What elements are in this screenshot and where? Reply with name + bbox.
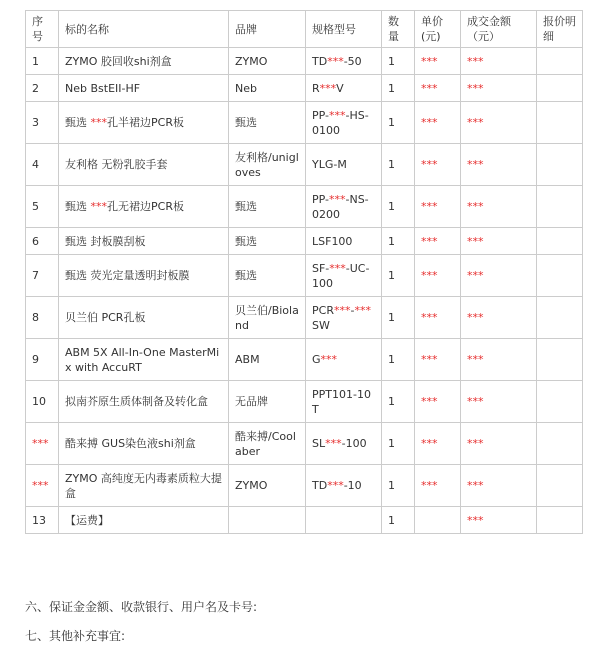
- redacted-text: ***: [421, 158, 438, 171]
- cell-qty: [382, 144, 415, 186]
- cell-text: ABM: [235, 353, 260, 366]
- cell-qty: [382, 423, 415, 465]
- cell-text: G: [312, 353, 321, 366]
- redacted-text: ***: [467, 353, 484, 366]
- redacted-text: ***: [319, 81, 337, 95]
- cell-text: 酷来搏/Coolaber: [235, 429, 296, 458]
- cell-brand: [229, 507, 306, 534]
- redacted-text: ***: [467, 479, 484, 492]
- cell-unit-price: [415, 339, 461, 381]
- cell-total: [461, 423, 537, 465]
- cell-unit-price: [415, 186, 461, 228]
- redacted-text: ***: [329, 261, 346, 275]
- redacted-text: ***: [325, 437, 342, 450]
- cell-text: 孔无裙边PCR板: [107, 200, 184, 213]
- cell-unit-price: [415, 48, 461, 75]
- cell-total: [461, 144, 537, 186]
- table-body: [26, 48, 583, 534]
- cell-qty: [382, 465, 415, 507]
- cell-spec: [306, 228, 382, 255]
- cell-brand: [229, 48, 306, 75]
- cell-spec: [306, 102, 382, 144]
- cell-text: SL: [312, 437, 326, 450]
- cell-seq: [26, 75, 59, 102]
- cell-unit-price: [415, 297, 461, 339]
- redacted-text: ***: [421, 234, 438, 248]
- cell-text: ZYMO 胶回收shi剂盒: [65, 54, 172, 68]
- cell-text: 甄选: [65, 116, 91, 129]
- cell-text: 1: [388, 353, 395, 366]
- redacted-text: ***: [467, 54, 484, 68]
- cell-text: 13: [32, 513, 46, 527]
- table-row: [26, 507, 583, 534]
- cell-seq: [26, 339, 59, 381]
- cell-text: 1: [388, 513, 395, 527]
- table-row: [26, 255, 583, 297]
- cell-seq: [26, 507, 59, 534]
- cell-text: 1: [32, 54, 39, 68]
- cell-text: ZYMO: [235, 479, 268, 492]
- cell-text: 6: [32, 234, 39, 248]
- cell-text: 1: [388, 158, 395, 171]
- cell-text: 4: [32, 158, 39, 171]
- cell-text: 拟南芥原生质体制备及转化盒: [65, 395, 208, 408]
- header-deal-amount: 成交金额（元）: [461, 11, 537, 48]
- redacted-text: ***: [421, 479, 438, 492]
- cell-brand: [229, 255, 306, 297]
- cell-spec: [306, 423, 382, 465]
- cell-name: [59, 144, 229, 186]
- cell-text: 甄选: [235, 269, 257, 282]
- cell-detail: [537, 102, 583, 144]
- header-seq: 序号: [26, 11, 59, 48]
- cell-text: 友利格 无粉乳胶手套: [65, 158, 168, 171]
- cell-seq: [26, 381, 59, 423]
- redacted-text: ***: [467, 116, 484, 129]
- cell-text: 1: [388, 311, 395, 324]
- cell-text: YLG-M: [312, 158, 347, 171]
- redacted-text: ***: [421, 437, 438, 450]
- cell-seq: [26, 186, 59, 228]
- redacted-text: ***: [467, 269, 484, 282]
- header-unit-price: 单价(元): [415, 11, 461, 48]
- cell-text: -100: [341, 437, 367, 450]
- cell-text: V: [336, 81, 344, 95]
- redacted-text: ***: [354, 303, 371, 317]
- cell-text: 5: [32, 200, 39, 213]
- redacted-text: ***: [329, 108, 346, 122]
- cell-text: PPT101-10T: [312, 387, 371, 416]
- cell-text: 甄选: [235, 116, 257, 129]
- cell-total: [461, 75, 537, 102]
- cell-text: LSF100: [312, 234, 353, 248]
- cell-name: [59, 255, 229, 297]
- redacted-text: ***: [329, 192, 346, 206]
- cell-total: [461, 465, 537, 507]
- cell-spec: [306, 381, 382, 423]
- cell-spec: [306, 465, 382, 507]
- cell-qty: [382, 297, 415, 339]
- cell-total: [461, 255, 537, 297]
- cell-brand: [229, 186, 306, 228]
- cell-brand: [229, 465, 306, 507]
- cell-total: [461, 102, 537, 144]
- redacted-text: ***: [32, 437, 49, 450]
- cell-text: 甄选: [235, 200, 257, 213]
- table-row: [26, 75, 583, 102]
- cell-text: 1: [388, 81, 395, 95]
- cell-unit-price: [415, 381, 461, 423]
- cell-text: TD: [312, 54, 328, 68]
- cell-name: [59, 228, 229, 255]
- redacted-text: ***: [421, 54, 438, 68]
- redacted-text: ***: [421, 311, 438, 324]
- redacted-text: ***: [467, 437, 484, 450]
- cell-text: 无品牌: [235, 395, 268, 408]
- cell-detail: [537, 465, 583, 507]
- cell-name: [59, 423, 229, 465]
- header-brand: 品牌: [229, 11, 306, 48]
- cell-total: [461, 186, 537, 228]
- cell-text: 【运费】: [65, 513, 109, 527]
- table-row: [26, 423, 583, 465]
- cell-detail: [537, 48, 583, 75]
- cell-seq: [26, 255, 59, 297]
- cell-spec: [306, 144, 382, 186]
- cell-spec: [306, 255, 382, 297]
- redacted-text: ***: [467, 158, 484, 171]
- cell-text: 3: [32, 116, 39, 129]
- cell-total: [461, 48, 537, 75]
- cell-qty: [382, 48, 415, 75]
- cell-qty: [382, 255, 415, 297]
- cell-text: 贝兰伯/Bioland: [235, 303, 299, 332]
- redacted-text: ***: [421, 353, 438, 366]
- cell-seq: [26, 102, 59, 144]
- cell-detail: [537, 228, 583, 255]
- cell-detail: [537, 75, 583, 102]
- cell-name: [59, 297, 229, 339]
- cell-total: [461, 228, 537, 255]
- cell-detail: [537, 507, 583, 534]
- cell-brand: [229, 297, 306, 339]
- cell-seq: [26, 297, 59, 339]
- cell-seq: [26, 465, 59, 507]
- cell-text: -10: [343, 479, 362, 492]
- cell-brand: [229, 144, 306, 186]
- cell-seq: [26, 144, 59, 186]
- cell-qty: [382, 102, 415, 144]
- cell-qty: [382, 75, 415, 102]
- redacted-text: ***: [467, 81, 484, 95]
- cell-unit-price: [415, 255, 461, 297]
- cell-brand: [229, 102, 306, 144]
- redacted-text: ***: [32, 479, 49, 492]
- cell-detail: [537, 381, 583, 423]
- cell-unit-price: [415, 228, 461, 255]
- cell-text: 10: [32, 395, 46, 408]
- cell-qty: [382, 186, 415, 228]
- redacted-text: ***: [467, 513, 484, 527]
- cell-text: 1: [388, 234, 395, 248]
- cell-detail: [537, 255, 583, 297]
- cell-detail: [537, 339, 583, 381]
- cell-name: [59, 186, 229, 228]
- table-row: [26, 465, 583, 507]
- cell-total: [461, 297, 537, 339]
- cell-text: 甄选: [65, 200, 91, 213]
- redacted-text: ***: [327, 479, 344, 492]
- table-row: [26, 339, 583, 381]
- table-row: [26, 144, 583, 186]
- cell-unit-price: [415, 75, 461, 102]
- redacted-text: ***: [467, 234, 484, 248]
- redacted-text: ***: [327, 54, 344, 68]
- cell-total: [461, 339, 537, 381]
- redacted-text: ***: [467, 311, 484, 324]
- cell-spec: [306, 48, 382, 75]
- cell-brand: [229, 423, 306, 465]
- cell-text: 甄选 封板膜刮板: [65, 234, 146, 248]
- cell-seq: [26, 48, 59, 75]
- cell-unit-price: [415, 144, 461, 186]
- cell-qty: [382, 228, 415, 255]
- cell-seq: [26, 228, 59, 255]
- cell-text: R: [312, 81, 320, 95]
- cell-text: ZYMO: [235, 54, 268, 68]
- cell-spec: [306, 507, 382, 534]
- cell-text: 1: [388, 437, 395, 450]
- cell-text: 1: [388, 116, 395, 129]
- cell-spec: [306, 297, 382, 339]
- cell-name: [59, 75, 229, 102]
- cell-name: [59, 381, 229, 423]
- redacted-text: ***: [320, 353, 338, 366]
- cell-text: 友利格/uniglo​ves: [235, 150, 299, 179]
- cell-spec: [306, 186, 382, 228]
- cell-text: 1: [388, 269, 395, 282]
- header-quote-detail: 报价明细: [537, 11, 583, 48]
- redacted-text: ***: [90, 116, 107, 129]
- cell-text: 甄选 荧光定量透明封板膜: [65, 269, 190, 282]
- redacted-text: ***: [421, 200, 438, 213]
- cell-unit-price: [415, 507, 461, 534]
- cell-detail: [537, 297, 583, 339]
- cell-text: 1: [388, 200, 395, 213]
- cell-text: -HS-0100: [312, 108, 369, 137]
- cell-name: [59, 102, 229, 144]
- cell-text: -: [350, 303, 355, 317]
- cell-spec: [306, 75, 382, 102]
- table-row: [26, 48, 583, 75]
- redacted-text: ***: [90, 200, 107, 213]
- cell-text: 9: [32, 353, 39, 366]
- redacted-text: ***: [421, 116, 438, 129]
- cell-seq: [26, 423, 59, 465]
- header-item-name: 标的名称: [59, 11, 229, 48]
- cell-brand: [229, 381, 306, 423]
- redacted-text: ***: [467, 200, 484, 213]
- cell-qty: [382, 339, 415, 381]
- cell-qty: [382, 381, 415, 423]
- cell-text: 1: [388, 395, 395, 408]
- cell-detail: [537, 186, 583, 228]
- section-six-deposit-info: 六、保证金金额、收款银行、用户名及卡号:: [25, 600, 258, 614]
- cell-text: 甄选: [235, 234, 257, 248]
- cell-text: 贝兰伯 PCR孔板: [65, 311, 146, 324]
- cell-qty: [382, 507, 415, 534]
- cell-spec: [306, 339, 382, 381]
- cell-text: Neb BstEII-HF: [65, 81, 141, 95]
- cell-brand: [229, 339, 306, 381]
- cell-text: ABM 5X All-In-One MasterMix with AccuRT: [65, 345, 220, 374]
- cell-text: PCR: [312, 303, 334, 317]
- table-row: [26, 186, 583, 228]
- cell-text: PP-: [312, 108, 329, 122]
- cell-brand: [229, 228, 306, 255]
- cell-total: [461, 507, 537, 534]
- cell-text: 7: [32, 269, 39, 282]
- procurement-table: [25, 10, 583, 534]
- cell-text: 8: [32, 311, 39, 324]
- cell-total: [461, 381, 537, 423]
- cell-text: -NS-0200: [312, 192, 369, 221]
- header-quantity: 数量: [382, 11, 415, 48]
- redacted-text: ***: [421, 395, 438, 408]
- redacted-text: ***: [333, 303, 351, 317]
- cell-unit-price: [415, 423, 461, 465]
- header-spec-model: 规格型号: [306, 11, 382, 48]
- cell-name: [59, 48, 229, 75]
- cell-text: -UC-100: [312, 261, 370, 290]
- cell-text: 酷来搏 GUS染色液shi剂盒: [65, 437, 196, 450]
- cell-text: TD: [312, 479, 328, 492]
- cell-unit-price: [415, 465, 461, 507]
- cell-text: 1: [388, 54, 395, 68]
- cell-text: Neb: [235, 81, 257, 95]
- cell-text: 2: [32, 81, 39, 95]
- section-seven-supplementary: 七、其他补充事宜:: [25, 629, 126, 643]
- table-row: [26, 228, 583, 255]
- cell-detail: [537, 144, 583, 186]
- cell-brand: [229, 75, 306, 102]
- cell-name: [59, 339, 229, 381]
- cell-text: SW: [312, 318, 330, 332]
- table-row: [26, 102, 583, 144]
- cell-name: [59, 507, 229, 534]
- cell-name: [59, 465, 229, 507]
- cell-text: SF-: [312, 261, 330, 275]
- cell-unit-price: [415, 102, 461, 144]
- redacted-text: ***: [421, 269, 438, 282]
- cell-text: 孔半裙边PCR板: [107, 116, 184, 129]
- redacted-text: ***: [421, 81, 438, 95]
- redacted-text: ***: [467, 395, 484, 408]
- table-row: [26, 381, 583, 423]
- cell-text: ZYMO 高纯度无内毒素质粒大提盒: [65, 471, 222, 500]
- cell-text: -50: [343, 54, 362, 68]
- cell-text: 1: [388, 479, 395, 492]
- table-header-row: [26, 11, 583, 48]
- table-row: [26, 297, 583, 339]
- cell-text: PP-: [312, 192, 329, 206]
- cell-detail: [537, 423, 583, 465]
